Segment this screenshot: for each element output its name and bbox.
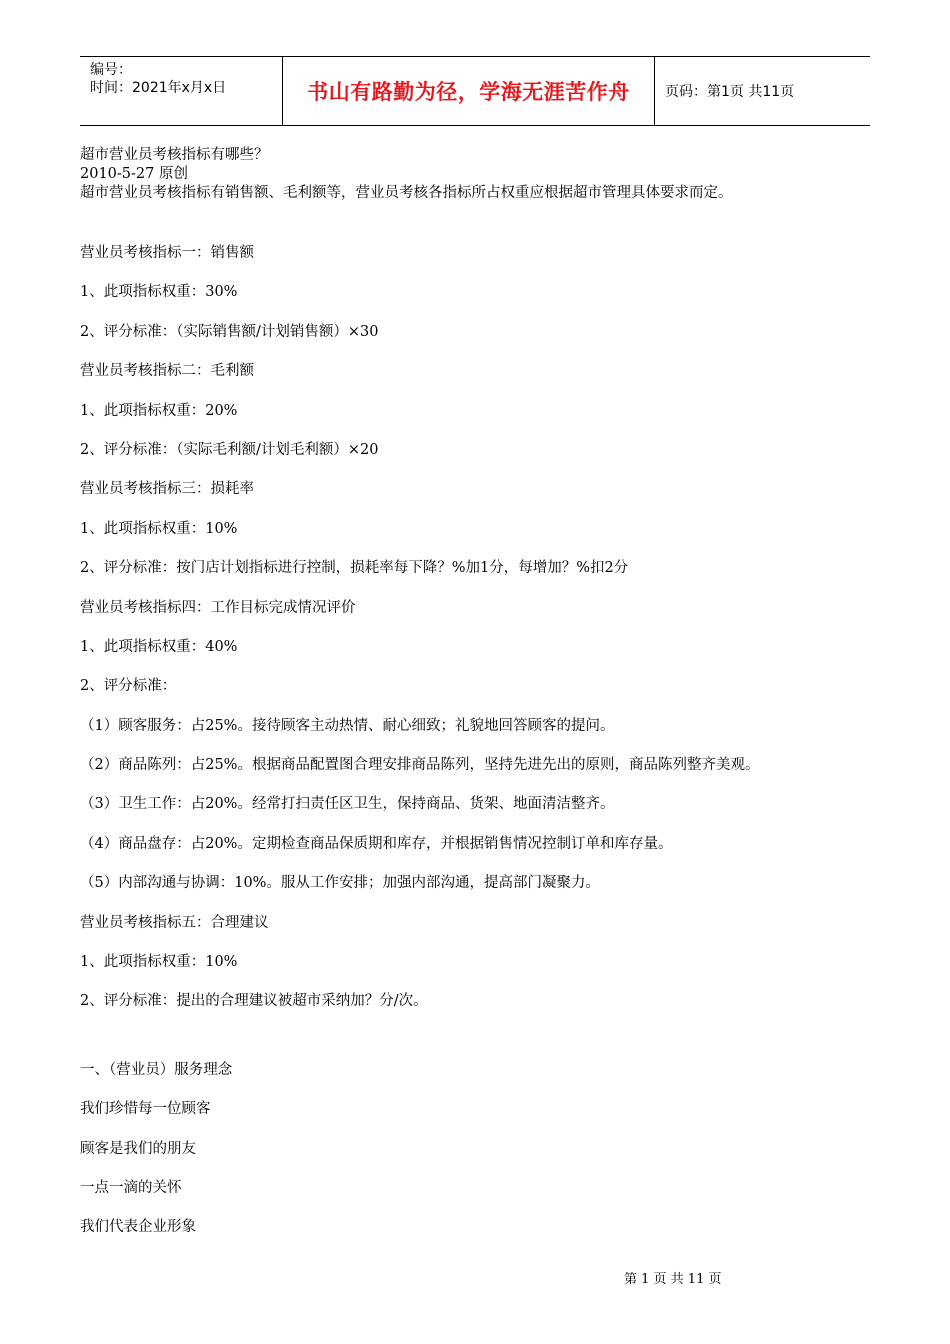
spacer xyxy=(80,1022,880,1051)
paragraph: 顾客是我们的朋友 xyxy=(80,1140,196,1157)
section-heading: 营业员考核指标五：合理建议 xyxy=(80,914,269,931)
section-heading: 营业员考核指标一：销售额 xyxy=(80,245,254,261)
paragraph: 我们珍惜每一位顾客 xyxy=(80,1101,211,1118)
paragraph: 我们代表企业形象 xyxy=(80,1219,196,1236)
section-heading: 营业员考核指标四：工作目标完成情况评价 xyxy=(80,599,356,616)
list-item: （3）卫生工作：占20%。经常打扫责任区卫生，保持商品、货架、地面清洁整齐。 xyxy=(80,796,615,813)
section-heading: 营业员考核指标三：损耗率 xyxy=(80,481,254,498)
header-motto: 书山有路勤为径，学海无涯苦作舟 xyxy=(282,57,655,125)
paragraph: 1、此项指标权重：20% xyxy=(80,402,238,419)
article-date: 2010-5-27 原创 xyxy=(80,166,188,182)
spacer xyxy=(80,203,880,234)
section-heading: 营业员考核指标二：毛利额 xyxy=(80,363,254,380)
paragraph: 一点一滴的关怀 xyxy=(80,1179,182,1196)
list-item: （2）商品陈列：占25%。根据商品配置图合理安排商品陈列，坚持先进先出的原则，商品陈列整齐美观。 xyxy=(80,757,760,774)
paragraph: 1、此项指标权重：10% xyxy=(80,520,238,537)
paragraph: 2、评分标准：按门店计划指标进行控制，损耗率每下降？%加1分，每增加？%扣2分 xyxy=(80,560,629,577)
time-label: 时间：2021年x月x日 xyxy=(90,80,227,96)
article-summary: 超市营业员考核指标有销售额、毛利额等，营业员考核各指标所占权重应根据超市管理具体要求而定。 xyxy=(80,185,733,201)
paragraph: 2、评分标准：（实际销售额/计划销售额）×30 xyxy=(80,323,379,340)
paragraph: 2、评分标准： xyxy=(80,678,177,695)
paragraph: 1、此项指标权重：10% xyxy=(80,954,238,971)
paragraph: 2、评分标准：提出的合理建议被超市采纳加？分/次。 xyxy=(80,993,428,1010)
list-item: （5）内部沟通与协调：10%。服从工作安排；加强内部沟通，提高部门凝聚力。 xyxy=(80,875,600,892)
header-meta xyxy=(80,57,282,125)
paragraph: 2、评分标准：（实际毛利额/计划毛利额）×20 xyxy=(80,441,379,458)
document-body xyxy=(80,146,880,1248)
section-heading: 一、（营业员）服务理念 xyxy=(80,1061,233,1078)
list-item: （4）商品盘存：占20%。定期检查商品保质期和库存，并根据销售情况控制订单和库存量。 xyxy=(80,835,673,852)
number-label: 编号： xyxy=(90,62,132,78)
footer-page-number: 第 1 页 共 11 页 xyxy=(624,1272,722,1287)
header-page-info: 页码：第1页 共11页 xyxy=(665,84,795,100)
document-header xyxy=(80,56,870,126)
paragraph: 1、此项指标权重：30% xyxy=(80,284,238,301)
article-title: 超市营业员考核指标有哪些？ xyxy=(80,147,269,163)
list-item: （1）顾客服务：占25%。接待顾客主动热情、耐心细致；礼貌地回答顾客的提问。 xyxy=(80,717,615,734)
paragraph: 1、此项指标权重：40% xyxy=(80,638,238,655)
